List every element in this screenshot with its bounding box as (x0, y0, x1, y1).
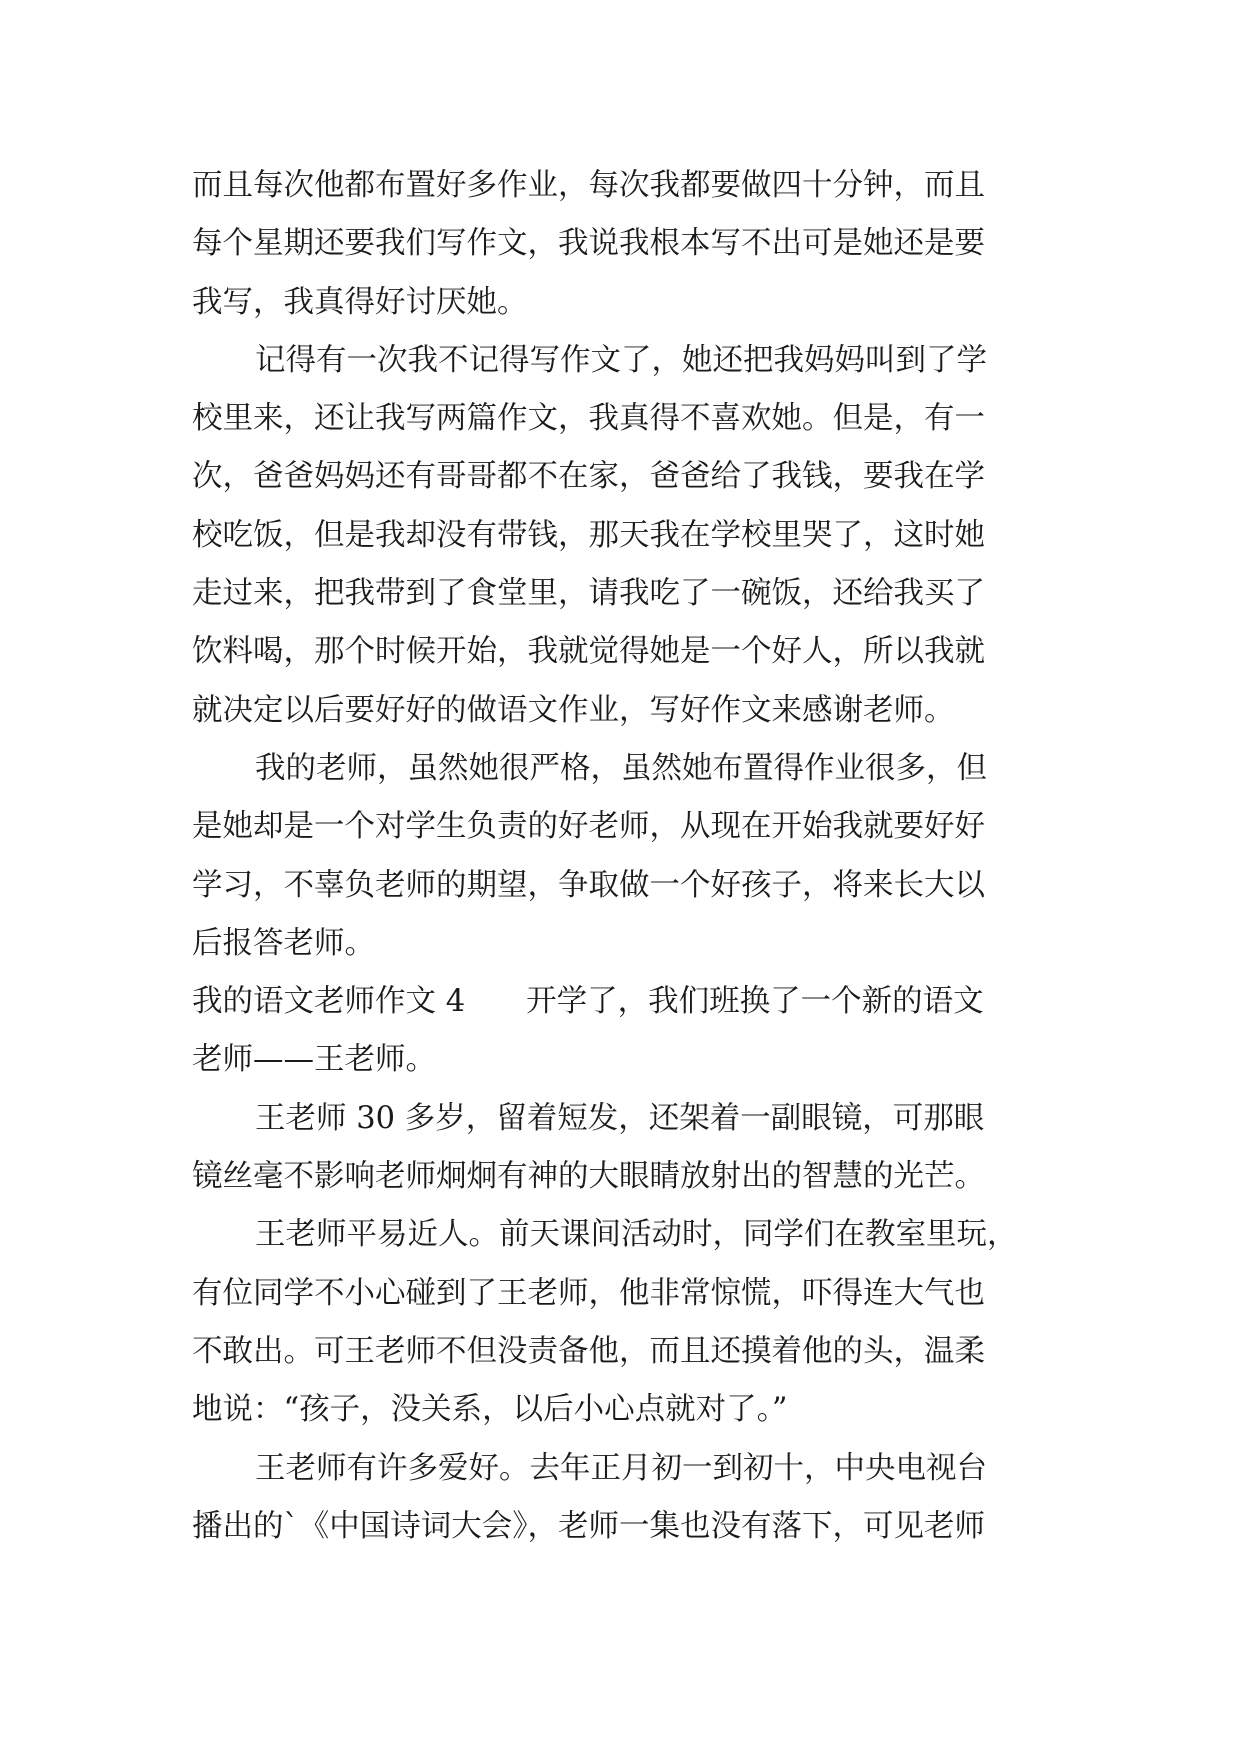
text-line: 地说：“孩子，没关系，以后小心点就对了。” (192, 1392, 788, 1428)
text-line: 校里来，还让我写两篇作文，我真得不喜欢她。但是，有一 (192, 401, 985, 437)
body-text (192, 157, 1072, 1556)
text-line: 王老师平易近人。前天课间活动时，同学们在教室里玩， (255, 1217, 1018, 1253)
text-line: 是她却是一个对学生负责的好老师，从现在开始我就要好好 (192, 809, 985, 845)
text-line: 我写，我真得好讨厌她。 (192, 284, 528, 320)
text-line: 记得有一次我不记得写作文了，她还把我妈妈叫到了学 (255, 342, 987, 378)
text-line: 我的老师，虽然她很严格，虽然她布置得作业很多，但 (255, 750, 987, 786)
text-line: 有位同学不小心碰到了王老师，他非常惊慌，吓得连大气也 (192, 1275, 985, 1311)
text-line: 王老师有许多爱好。去年正月初一到初十，中央电视台 (255, 1450, 987, 1486)
text-line: 饮料喝，那个时候开始，我就觉得她是一个好人，所以我就 (192, 634, 985, 670)
text-line: 每个星期还要我们写作文，我说我根本写不出可是她还是要 (192, 226, 985, 262)
text-line: 学习，不辜负老师的期望，争取做一个好孩子，将来长大以 (192, 867, 985, 903)
text-line: 不敢出。可王老师不但没责备他，而且还摸着他的头，温柔 (192, 1333, 985, 1369)
text-line: 镜丝毫不影响老师炯炯有神的大眼睛放射出的智慧的光芒。 (192, 1159, 985, 1195)
text-line: 播出的`《中国诗词大会》，老师一集也没有落下，可见老师 (192, 1508, 985, 1544)
text-line: 次，爸爸妈妈还有哥哥都不在家，爸爸给了我钱，要我在学 (192, 459, 985, 495)
section-heading-line: 我的语文老师作文 4 开学了，我们班换了一个新的语文 (192, 984, 984, 1020)
text-line: 后报答老师。 (192, 925, 375, 961)
text-line: 走过来，把我带到了食堂里，请我吃了一碗饭，还给我买了 (192, 576, 985, 612)
text-line: 校吃饭，但是我却没有带钱，那天我在学校里哭了，这时她 (192, 517, 985, 553)
text-line: 就决定以后要好好的做语文作业，写好作文来感谢老师。 (192, 692, 955, 728)
text-line: 王老师 30 多岁，留着短发，还架着一副眼镜，可那眼 (255, 1100, 985, 1136)
text-line: 而且每次他都布置好多作业，每次我都要做四十分钟，而且 (192, 168, 985, 203)
text-line: 老师——王老师。 (192, 1042, 436, 1078)
